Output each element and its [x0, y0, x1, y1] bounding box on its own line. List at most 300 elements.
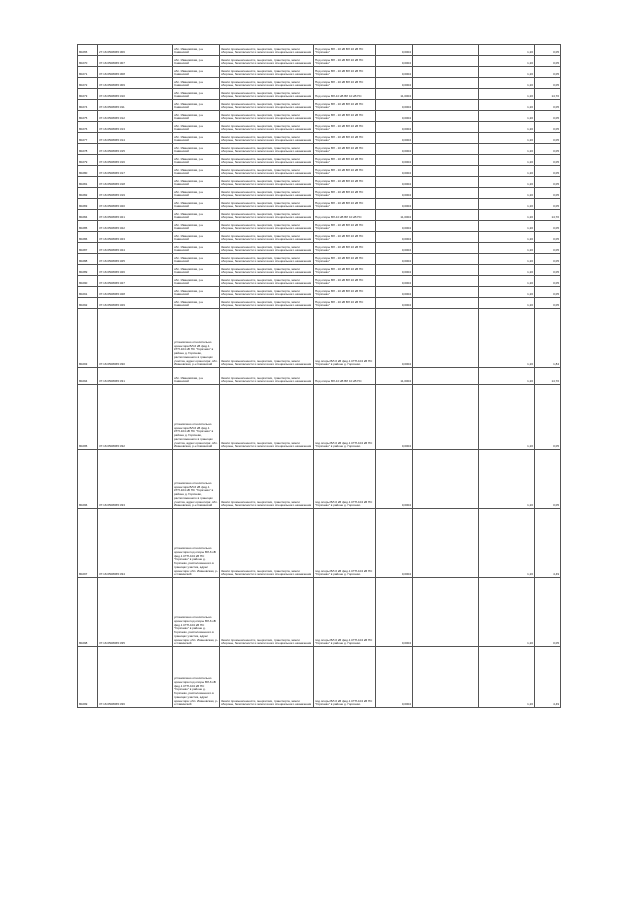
address-cell: обл. Ивановская, р-н Савинский — [173, 78, 220, 89]
row-number-cell: 80277 — [78, 133, 98, 144]
sum-cell: 0,05 — [535, 199, 561, 210]
area-cell: 0,0004 — [376, 111, 413, 122]
cadastral-number-cell: 37:16:0508065:330 — [98, 309, 173, 368]
sum-cell: 0,05 — [535, 67, 561, 78]
row-number-cell: 80288 — [78, 254, 98, 265]
area-cell: 0,0004 — [376, 287, 413, 298]
address-cell: обл. Ивановская, р-н Савинский — [173, 221, 220, 232]
rate-cell: 1,20 — [479, 199, 535, 210]
table-row — [78, 309, 561, 368]
land-category-cell: Земли промышленности, энергетики, транспорта, земли обороны, безопасности и земли иного специального назначения — [220, 509, 314, 578]
table-row — [78, 450, 561, 509]
land-category-cell: Земли промышленности, энергетики, транспорта, земли обороны, безопасности и земли иного специального назначения — [220, 647, 314, 708]
permitted-use-cell: Под опоры ВЛ-10 кВ ВЛ 10 кВ ПС — [314, 89, 376, 100]
cadastral-number-cell: 37:16:0508065:319 — [98, 188, 173, 199]
address-cell: обл. Ивановская, р-н Савинский — [173, 166, 220, 177]
permitted-use-cell: Под опоры ВЛ - 10 кВ ВЛ 10 кВ ПС "Горячево" — [314, 100, 376, 111]
sum-cell: 0,05 — [535, 133, 561, 144]
area-cell: 0,0004 — [376, 276, 413, 287]
cadastral-number-cell: 37:16:0508065:311 — [98, 100, 173, 111]
empty-cell — [413, 166, 479, 177]
cadastral-number-cell: 37:16:0508065:307 — [98, 56, 173, 67]
table-body — [78, 45, 561, 708]
rate-cell: 1,20 — [479, 221, 535, 232]
sum-cell: 0,05 — [535, 578, 561, 647]
sum-cell: 4,49 — [535, 647, 561, 708]
row-number-cell: 80278 — [78, 144, 98, 155]
sum-cell: 0,05 — [535, 188, 561, 199]
address-cell: обл. Ивановская, р-н Савинский — [173, 298, 220, 309]
land-category-cell: Земли промышленности, энергетики, транспорта, земли обороны, безопасности и земли иного специального назначения — [220, 276, 314, 287]
permitted-use-cell: Под опоры ВЛ - 10 кВ ВЛ 10 кВ ПС "Горячево" — [314, 111, 376, 122]
table-row — [78, 89, 561, 100]
permitted-use-cell: Под опоры ВЛ-10 кВ ВЛ 10 кВ ПС — [314, 368, 376, 385]
land-category-cell: Земли промышленности, энергетики, транспорта, земли обороны, безопасности и земли иного специального назначения — [220, 309, 314, 368]
sum-cell: 0,05 — [535, 298, 561, 309]
area-cell: 0,0004 — [376, 177, 413, 188]
cadastral-number-cell: 37:16:0508065:321 — [98, 210, 173, 221]
area-cell: 0,0004 — [376, 450, 413, 509]
sum-cell: 0,05 — [535, 232, 561, 243]
row-number-cell: 80297 — [78, 509, 98, 578]
cadastral-number-cell: 37:16:0508065:322 — [98, 221, 173, 232]
cadastral-number-cell: 37:16:0508065:314 — [98, 133, 173, 144]
cadastral-number-cell: 37:16:0508065:312 — [98, 111, 173, 122]
table-row — [78, 67, 561, 78]
address-cell: обл. Ивановская, р-н Савинский — [173, 368, 220, 385]
area-cell: 0,0004 — [376, 100, 413, 111]
table-row — [78, 100, 561, 111]
cadastral-number-cell: 37:16:0508065:309 — [98, 78, 173, 89]
area-cell: 0,0004 — [376, 122, 413, 133]
address-cell: установлено относительно ориентира ВЛ-6 кВ фид.1 КТП-104 кВ ПС "Горячево" в районе д. Горячево, расположенного в границах участка, адрес ориентира: обл. Ивановская, р-н Савинский — [173, 450, 220, 509]
land-category-cell: Земли промышленности, энергетики, транспорта, земли обороны, безопасности и земли иного специального назначения — [220, 67, 314, 78]
address-cell: обл. Ивановская, р-н Савинский — [173, 89, 220, 100]
sum-cell: 0,05 — [535, 385, 561, 450]
rate-cell: 1,20 — [479, 368, 535, 385]
rate-cell: 1,20 — [479, 56, 535, 67]
empty-cell — [413, 45, 479, 56]
address-cell: обл. Ивановская, р-н Савинский — [173, 144, 220, 155]
permitted-use-cell: под опоры ВЛ-6 кВ фид.1 КТП-104 кВ ПС "Горячево" в районе д. Горячево — [314, 647, 376, 708]
rate-cell: 1,20 — [479, 177, 535, 188]
land-plot-table — [77, 44, 561, 708]
row-number-cell: 80295 — [78, 385, 98, 450]
address-cell: установлено относительно ориентира ВЛ-6 кВ фид.1 КТП-104 кВ ПС "Горячево" в районе д. Горячево, расположенного в границах участка, адрес ориентира: обл. Ивановская, р-н Савинский — [173, 309, 220, 368]
address-cell: установлено относительно ориентира под опоры ВЛ-6 кВ фид.1 КТП-104 кВ ПС "Горячево" в районе д. Горячево, расположенного в границах участка, адрес ориентира: обл. Ивановская, р-н Савинский — [173, 647, 220, 708]
rate-cell: 1,20 — [479, 67, 535, 78]
sum-cell: 0,05 — [535, 144, 561, 155]
area-cell: 0,0004 — [376, 509, 413, 578]
rate-cell: 1,20 — [479, 89, 535, 100]
land-category-cell: Земли промышленности, энергетики, транспорта, земли обороны, безопасности и земли иного специального назначения — [220, 78, 314, 89]
sum-cell: 0,05 — [535, 177, 561, 188]
rate-cell: 1,20 — [479, 155, 535, 166]
rate-cell: 1,20 — [479, 647, 535, 708]
cadastral-number-cell: 37:16:0508065:328 — [98, 287, 173, 298]
rate-cell: 1,20 — [479, 254, 535, 265]
rate-cell: 1,20 — [479, 450, 535, 509]
row-number-cell: 80296 — [78, 450, 98, 509]
rate-cell: 1,20 — [479, 144, 535, 155]
permitted-use-cell: под опоры ВЛ-6 кВ фид.1 КТП-104 кВ ПС "Горячево" в районе д. Горячево — [314, 578, 376, 647]
sum-cell: 0,05 — [535, 100, 561, 111]
area-cell: 0,0004 — [376, 144, 413, 155]
permitted-use-cell: Под опоры ВЛ - 10 кВ ВЛ 10 кВ ПС "Горячево" — [314, 287, 376, 298]
cadastral-number-cell: 37:16:0508065:325 — [98, 254, 173, 265]
address-cell: обл. Ивановская, р-н Савинский — [173, 111, 220, 122]
row-number-cell: 80265 — [78, 45, 98, 56]
table-row — [78, 78, 561, 89]
empty-cell — [413, 188, 479, 199]
cadastral-number-cell: 37:16:0508065:326 — [98, 265, 173, 276]
row-number-cell: 80270 — [78, 56, 98, 67]
address-cell: обл. Ивановская, р-н Савинский — [173, 276, 220, 287]
address-cell: обл. Ивановская, р-н Савинский — [173, 56, 220, 67]
sum-cell: 0,05 — [535, 221, 561, 232]
row-number-cell: 80293 — [78, 309, 98, 368]
cadastral-number-cell: 37:16:0508065:317 — [98, 166, 173, 177]
sum-cell: 0,05 — [535, 155, 561, 166]
table-row — [78, 385, 561, 450]
empty-cell — [413, 221, 479, 232]
row-number-cell: 80282 — [78, 188, 98, 199]
rate-cell: 1,20 — [479, 78, 535, 89]
rate-cell: 1,20 — [479, 232, 535, 243]
area-cell: 0,0004 — [376, 166, 413, 177]
land-category-cell: Земли промышленности, энергетики, транспорта, земли обороны, безопасности и земли иного специального назначения — [220, 155, 314, 166]
sum-cell: 14,70 — [535, 210, 561, 221]
land-category-cell: Земли промышленности, энергетики, транспорта, земли обороны, безопасности и земли иного специального назначения — [220, 56, 314, 67]
address-cell: обл. Ивановская, р-н Савинский — [173, 155, 220, 166]
table-row — [78, 45, 561, 56]
rate-cell: 1,20 — [479, 309, 535, 368]
rate-cell: 1,20 — [479, 298, 535, 309]
row-number-cell: 80274 — [78, 100, 98, 111]
land-category-cell: Земли промышленности, энергетики, транспорта, земли обороны, безопасности и земли иного специального назначения — [220, 89, 314, 100]
cadastral-number-cell: 37:16:0508065:327 — [98, 276, 173, 287]
permitted-use-cell: под опоры ВЛ-6 кВ фид.1 КТП-104 кВ ПС "Горячево" в районе д. Горячево — [314, 450, 376, 509]
rate-cell: 1,20 — [479, 100, 535, 111]
address-cell: обл. Ивановская, р-н Савинский — [173, 287, 220, 298]
permitted-use-cell: под опоры ВЛ-6 кВ фид.1 КТП-104 кВ ПС "Горячево" в районе д. Горячево — [314, 385, 376, 450]
land-category-cell: Земли промышленности, энергетики, транспорта, земли обороны, безопасности и земли иного специального назначения — [220, 45, 314, 56]
permitted-use-cell: Под опоры ВЛ - 10 кВ ВЛ 10 кВ ПС "Горячево" — [314, 155, 376, 166]
table-row — [78, 287, 561, 298]
land-category-cell: Земли промышленности, энергетики, транспорта, земли обороны, безопасности и земли иного специального назначения — [220, 166, 314, 177]
empty-cell — [413, 177, 479, 188]
cadastral-number-cell: 37:16:0508065:315 — [98, 144, 173, 155]
empty-cell — [413, 578, 479, 647]
sum-cell: 0,05 — [535, 243, 561, 254]
table-row — [78, 133, 561, 144]
row-number-cell: 80276 — [78, 122, 98, 133]
rate-cell: 1,20 — [479, 122, 535, 133]
address-cell: обл. Ивановская, р-н Савинский — [173, 45, 220, 56]
table-row — [78, 144, 561, 155]
sum-cell: 0,05 — [535, 254, 561, 265]
land-category-cell: Земли промышленности, энергетики, транспорта, земли обороны, безопасности и земли иного специального назначения — [220, 254, 314, 265]
land-category-cell: Земли промышленности, энергетики, транспорта, земли обороны, безопасности и земли иного специального назначения — [220, 368, 314, 385]
row-number-cell: 80287 — [78, 243, 98, 254]
row-number-cell: 80290 — [78, 276, 98, 287]
table-row — [78, 111, 561, 122]
permitted-use-cell: Под опоры ВЛ - 10 кВ ВЛ 10 кВ ПС "Горячево" — [314, 221, 376, 232]
table-row — [78, 166, 561, 177]
rate-cell: 1,20 — [479, 276, 535, 287]
table-row — [78, 199, 561, 210]
empty-cell — [413, 89, 479, 100]
area-cell: 0,0004 — [376, 243, 413, 254]
area-cell: 0,0004 — [376, 578, 413, 647]
area-cell: 0,0004 — [376, 155, 413, 166]
row-number-cell: 80279 — [78, 155, 98, 166]
row-number-cell: 80273 — [78, 89, 98, 100]
rate-cell: 1,20 — [479, 287, 535, 298]
cadastral-number-cell: 37:16:0508065:336 — [98, 647, 173, 708]
table-row — [78, 265, 561, 276]
cadastral-number-cell: 37:16:0508065:334 — [98, 509, 173, 578]
land-category-cell: Земли промышленности, энергетики, транспорта, земли обороны, безопасности и земли иного специального назначения — [220, 385, 314, 450]
table-row — [78, 298, 561, 309]
sum-cell: 0,05 — [535, 265, 561, 276]
cadastral-number-cell: 37:16:0508065:310 — [98, 89, 173, 100]
permitted-use-cell: Под опоры ВЛ - 10 кВ ВЛ 10 кВ ПС "Горячево" — [314, 144, 376, 155]
sum-cell: 0,05 — [535, 450, 561, 509]
empty-cell — [413, 647, 479, 708]
land-category-cell: Земли промышленности, энергетики, транспорта, земли обороны, безопасности и земли иного специального назначения — [220, 210, 314, 221]
sum-cell: 1,84 — [535, 309, 561, 368]
rate-cell: 1,20 — [479, 210, 535, 221]
empty-cell — [413, 287, 479, 298]
rate-cell: 1,20 — [479, 133, 535, 144]
empty-cell — [413, 56, 479, 67]
land-category-cell: Земли промышленности, энергетики, транспорта, земли обороны, безопасности и земли иного специального назначения — [220, 265, 314, 276]
permitted-use-cell: Под опоры ВЛ - 10 кВ ВЛ 10 кВ ПС "Горячево" — [314, 133, 376, 144]
row-number-cell: 80275 — [78, 111, 98, 122]
rate-cell: 1,20 — [479, 243, 535, 254]
address-cell: обл. Ивановская, р-н Савинский — [173, 100, 220, 111]
row-number-cell: 80272 — [78, 78, 98, 89]
area-cell: 0,0004 — [376, 265, 413, 276]
empty-cell — [413, 210, 479, 221]
land-category-cell: Земли промышленности, энергетики, транспорта, земли обороны, безопасности и земли иного специального назначения — [220, 232, 314, 243]
address-cell: обл. Ивановская, р-н Савинский — [173, 254, 220, 265]
table-row — [78, 254, 561, 265]
rate-cell: 1,20 — [479, 385, 535, 450]
empty-cell — [413, 155, 479, 166]
land-registry-sheet — [77, 44, 560, 708]
empty-cell — [413, 368, 479, 385]
sum-cell: 0,05 — [535, 111, 561, 122]
land-category-cell: Земли промышленности, энергетики, транспорта, земли обороны, безопасности и земли иного специального назначения — [220, 111, 314, 122]
area-cell: 0,0004 — [376, 309, 413, 368]
area-cell: 0,0004 — [376, 199, 413, 210]
area-cell: 0,0004 — [376, 647, 413, 708]
permitted-use-cell: Под опоры ВЛ - 10 кВ ВЛ 10 кВ ПС "Горячево" — [314, 276, 376, 287]
permitted-use-cell: под опоры ВЛ-6 кВ фид.1 КТП-104 кВ ПС "Горячево" в районе д. Горячево — [314, 509, 376, 578]
empty-cell — [413, 298, 479, 309]
land-category-cell: Земли промышленности, энергетики, транспорта, земли обороны, безопасности и земли иного специального назначения — [220, 578, 314, 647]
land-category-cell: Земли промышленности, энергетики, транспорта, земли обороны, безопасности и земли иного специального назначения — [220, 298, 314, 309]
rate-cell: 1,20 — [479, 45, 535, 56]
table-row — [78, 221, 561, 232]
address-cell: обл. Ивановская, р-н Савинский — [173, 122, 220, 133]
address-cell: установлено относительно ориентира ВЛ-6 кВ фид.1 КТП-104 кВ ПС "Горячево" в районе д. Горячево, расположенного в границах участка, адрес ориентира: обл. Ивановская, р-н Савинский — [173, 385, 220, 450]
empty-cell — [413, 450, 479, 509]
land-category-cell: Земли промышленности, энергетики, транспорта, земли обороны, безопасности и земли иного специального назначения — [220, 100, 314, 111]
empty-cell — [413, 265, 479, 276]
table-row — [78, 122, 561, 133]
permitted-use-cell: Под опоры ВЛ - 10 кВ ВЛ 10 кВ ПС "Горячево" — [314, 122, 376, 133]
area-cell: 0,0004 — [376, 385, 413, 450]
row-number-cell: 80289 — [78, 265, 98, 276]
permitted-use-cell: Под опоры ВЛ - 10 кВ ВЛ 10 кВ ПС "Горячево" — [314, 298, 376, 309]
rate-cell: 1,20 — [479, 111, 535, 122]
empty-cell — [413, 309, 479, 368]
land-category-cell: Земли промышленности, энергетики, транспорта, земли обороны, безопасности и земли иного специального назначения — [220, 199, 314, 210]
sum-cell: 0,05 — [535, 78, 561, 89]
empty-cell — [413, 199, 479, 210]
empty-cell — [413, 133, 479, 144]
address-cell: обл. Ивановская, р-н Савинский — [173, 265, 220, 276]
address-cell: обл. Ивановская, р-н Савинский — [173, 210, 220, 221]
table-row — [78, 509, 561, 578]
row-number-cell: 80291 — [78, 287, 98, 298]
area-cell: 11,0004 — [376, 89, 413, 100]
sum-cell: 0,05 — [535, 122, 561, 133]
land-category-cell: Земли промышленности, энергетики, транспорта, земли обороны, безопасности и земли иного специального назначения — [220, 221, 314, 232]
table-row — [78, 210, 561, 221]
cadastral-number-cell: 37:16:0508065:335 — [98, 578, 173, 647]
row-number-cell: 80283 — [78, 199, 98, 210]
rate-cell: 1,20 — [479, 265, 535, 276]
rate-cell: 1,20 — [479, 509, 535, 578]
area-cell: 0,0004 — [376, 133, 413, 144]
table-row — [78, 647, 561, 708]
area-cell: 0,0004 — [376, 67, 413, 78]
area-cell: 0,0004 — [376, 56, 413, 67]
address-cell: обл. Ивановская, р-н Савинский — [173, 188, 220, 199]
address-cell: обл. Ивановская, р-н Савинский — [173, 199, 220, 210]
sum-cell: 0,05 — [535, 166, 561, 177]
rate-cell: 1,20 — [479, 578, 535, 647]
cadastral-number-cell: 37:16:0508065:324 — [98, 243, 173, 254]
sum-cell: 4,49 — [535, 509, 561, 578]
address-cell: обл. Ивановская, р-н Савинский — [173, 243, 220, 254]
area-cell: 11,0004 — [376, 368, 413, 385]
empty-cell — [413, 122, 479, 133]
land-category-cell: Земли промышленности, энергетики, транспорта, земли обороны, безопасности и земли иного специального назначения — [220, 144, 314, 155]
row-number-cell: 80281 — [78, 177, 98, 188]
cadastral-number-cell: 37:16:0508065:333 — [98, 450, 173, 509]
land-category-cell: Земли промышленности, энергетики, транспорта, земли обороны, безопасности и земли иного специального назначения — [220, 122, 314, 133]
area-cell: 0,0004 — [376, 232, 413, 243]
row-number-cell: 80280 — [78, 166, 98, 177]
cadastral-number-cell: 37:16:0508065:320 — [98, 199, 173, 210]
land-category-cell: Земли промышленности, энергетики, транспорта, земли обороны, безопасности и земли иного специального назначения — [220, 243, 314, 254]
cadastral-number-cell: 37:16:0508065:329 — [98, 298, 173, 309]
area-cell: 0,0004 — [376, 221, 413, 232]
permitted-use-cell: Под опоры ВЛ - 10 кВ ВЛ 10 кВ ПС "Горячево" — [314, 78, 376, 89]
row-number-cell: 80299 — [78, 647, 98, 708]
table-row — [78, 155, 561, 166]
table-row — [78, 56, 561, 67]
empty-cell — [413, 111, 479, 122]
cadastral-number-cell: 37:16:0508065:332 — [98, 385, 173, 450]
row-number-cell: 80294 — [78, 368, 98, 385]
area-cell: 11,0004 — [376, 210, 413, 221]
table-row — [78, 578, 561, 647]
sum-cell: 0,05 — [535, 276, 561, 287]
empty-cell — [413, 243, 479, 254]
permitted-use-cell: Под опоры ВЛ - 10 кВ ВЛ 10 кВ ПС "Горячево" — [314, 67, 376, 78]
cadastral-number-cell: 37:16:0508065:331 — [98, 368, 173, 385]
address-cell: обл. Ивановская, р-н Савинский — [173, 232, 220, 243]
permitted-use-cell: Под опоры ВЛ - 10 кВ ВЛ 10 кВ ПС "Горячево" — [314, 199, 376, 210]
land-category-cell: Земли промышленности, энергетики, транспорта, земли обороны, безопасности и земли иного специального назначения — [220, 188, 314, 199]
land-category-cell: Земли промышленности, энергетики, транспорта, земли обороны, безопасности и земли иного специального назначения — [220, 450, 314, 509]
land-category-cell: Земли промышленности, энергетики, транспорта, земли обороны, безопасности и земли иного специального назначения — [220, 133, 314, 144]
area-cell: 0,0004 — [376, 45, 413, 56]
table-row — [78, 177, 561, 188]
rate-cell: 1,20 — [479, 166, 535, 177]
cadastral-number-cell: 37:16:0508065:313 — [98, 122, 173, 133]
row-number-cell: 80284 — [78, 210, 98, 221]
row-number-cell: 80298 — [78, 578, 98, 647]
area-cell: 0,0004 — [376, 254, 413, 265]
permitted-use-cell: Под опоры ВЛ - 10 кВ ВЛ 10 кВ ПС "Горячево" — [314, 56, 376, 67]
rate-cell: 1,20 — [479, 188, 535, 199]
empty-cell — [413, 100, 479, 111]
sum-cell: 14,70 — [535, 368, 561, 385]
address-cell: установлено относительно ориентира под опоры ВЛ-6 кВ фид.1 КТП-104 кВ ПС "Горячево" в районе д. Горячево, расположенного в границах участка, адрес ориентира: обл. Ивановская, р-н Савинский — [173, 509, 220, 578]
permitted-use-cell: Под опоры ВЛ-10 кВ ВЛ 10 кВ ПС — [314, 210, 376, 221]
cadastral-number-cell: 37:16:0508065:318 — [98, 177, 173, 188]
permitted-use-cell: Под опоры ВЛ - 10 кВ ВЛ 10 кВ ПС "Горячево" — [314, 188, 376, 199]
permitted-use-cell: Под опоры ВЛ - 10 кВ ВЛ 10 кВ ПС "Горячево" — [314, 243, 376, 254]
land-category-cell: Земли промышленности, энергетики, транспорта, земли обороны, безопасности и земли иного специального назначения — [220, 177, 314, 188]
permitted-use-cell: Под опоры ВЛ - 10 кВ ВЛ 10 кВ ПС "Горячево" — [314, 254, 376, 265]
table-row — [78, 188, 561, 199]
address-cell: обл. Ивановская, р-н Савинский — [173, 133, 220, 144]
address-cell: установлено относительно ориентира под опоры ВЛ-6 кВ фид.1 КТП-104 кВ ПС "Горячево" в районе д. Горячево, расположенного в границах участка, адрес ориентира: обл. Ивановская, р-н Савинский — [173, 578, 220, 647]
table-row — [78, 232, 561, 243]
row-number-cell: 80285 — [78, 221, 98, 232]
cadastral-number-cell: 37:16:0508065:316 — [98, 155, 173, 166]
row-number-cell: 80292 — [78, 298, 98, 309]
table-row — [78, 276, 561, 287]
table-row — [78, 243, 561, 254]
empty-cell — [413, 509, 479, 578]
permitted-use-cell: Под опоры ВЛ - 10 кВ ВЛ 10 кВ ПС "Горячево" — [314, 45, 376, 56]
permitted-use-cell: Под опоры ВЛ - 10 кВ ВЛ 10 кВ ПС "Горячево" — [314, 166, 376, 177]
land-category-cell: Земли промышленности, энергетики, транспорта, земли обороны, безопасности и земли иного специального назначения — [220, 287, 314, 298]
row-number-cell: 80286 — [78, 232, 98, 243]
empty-cell — [413, 78, 479, 89]
empty-cell — [413, 144, 479, 155]
row-number-cell: 80271 — [78, 67, 98, 78]
permitted-use-cell: Под опоры ВЛ - 10 кВ ВЛ 10 кВ ПС "Горячево" — [314, 265, 376, 276]
address-cell: обл. Ивановская, р-н Савинский — [173, 177, 220, 188]
table-row — [78, 368, 561, 385]
empty-cell — [413, 385, 479, 450]
permitted-use-cell: Под опоры ВЛ - 10 кВ ВЛ 10 кВ ПС "Горячево" — [314, 177, 376, 188]
cadastral-number-cell: 37:16:0508065:308 — [98, 67, 173, 78]
empty-cell — [413, 232, 479, 243]
sum-cell: 0,05 — [535, 287, 561, 298]
permitted-use-cell: под опоры ВЛ-6 кВ фид.1 КТП-104 кВ ПС "Горячево" в районе д. Горячево — [314, 309, 376, 368]
